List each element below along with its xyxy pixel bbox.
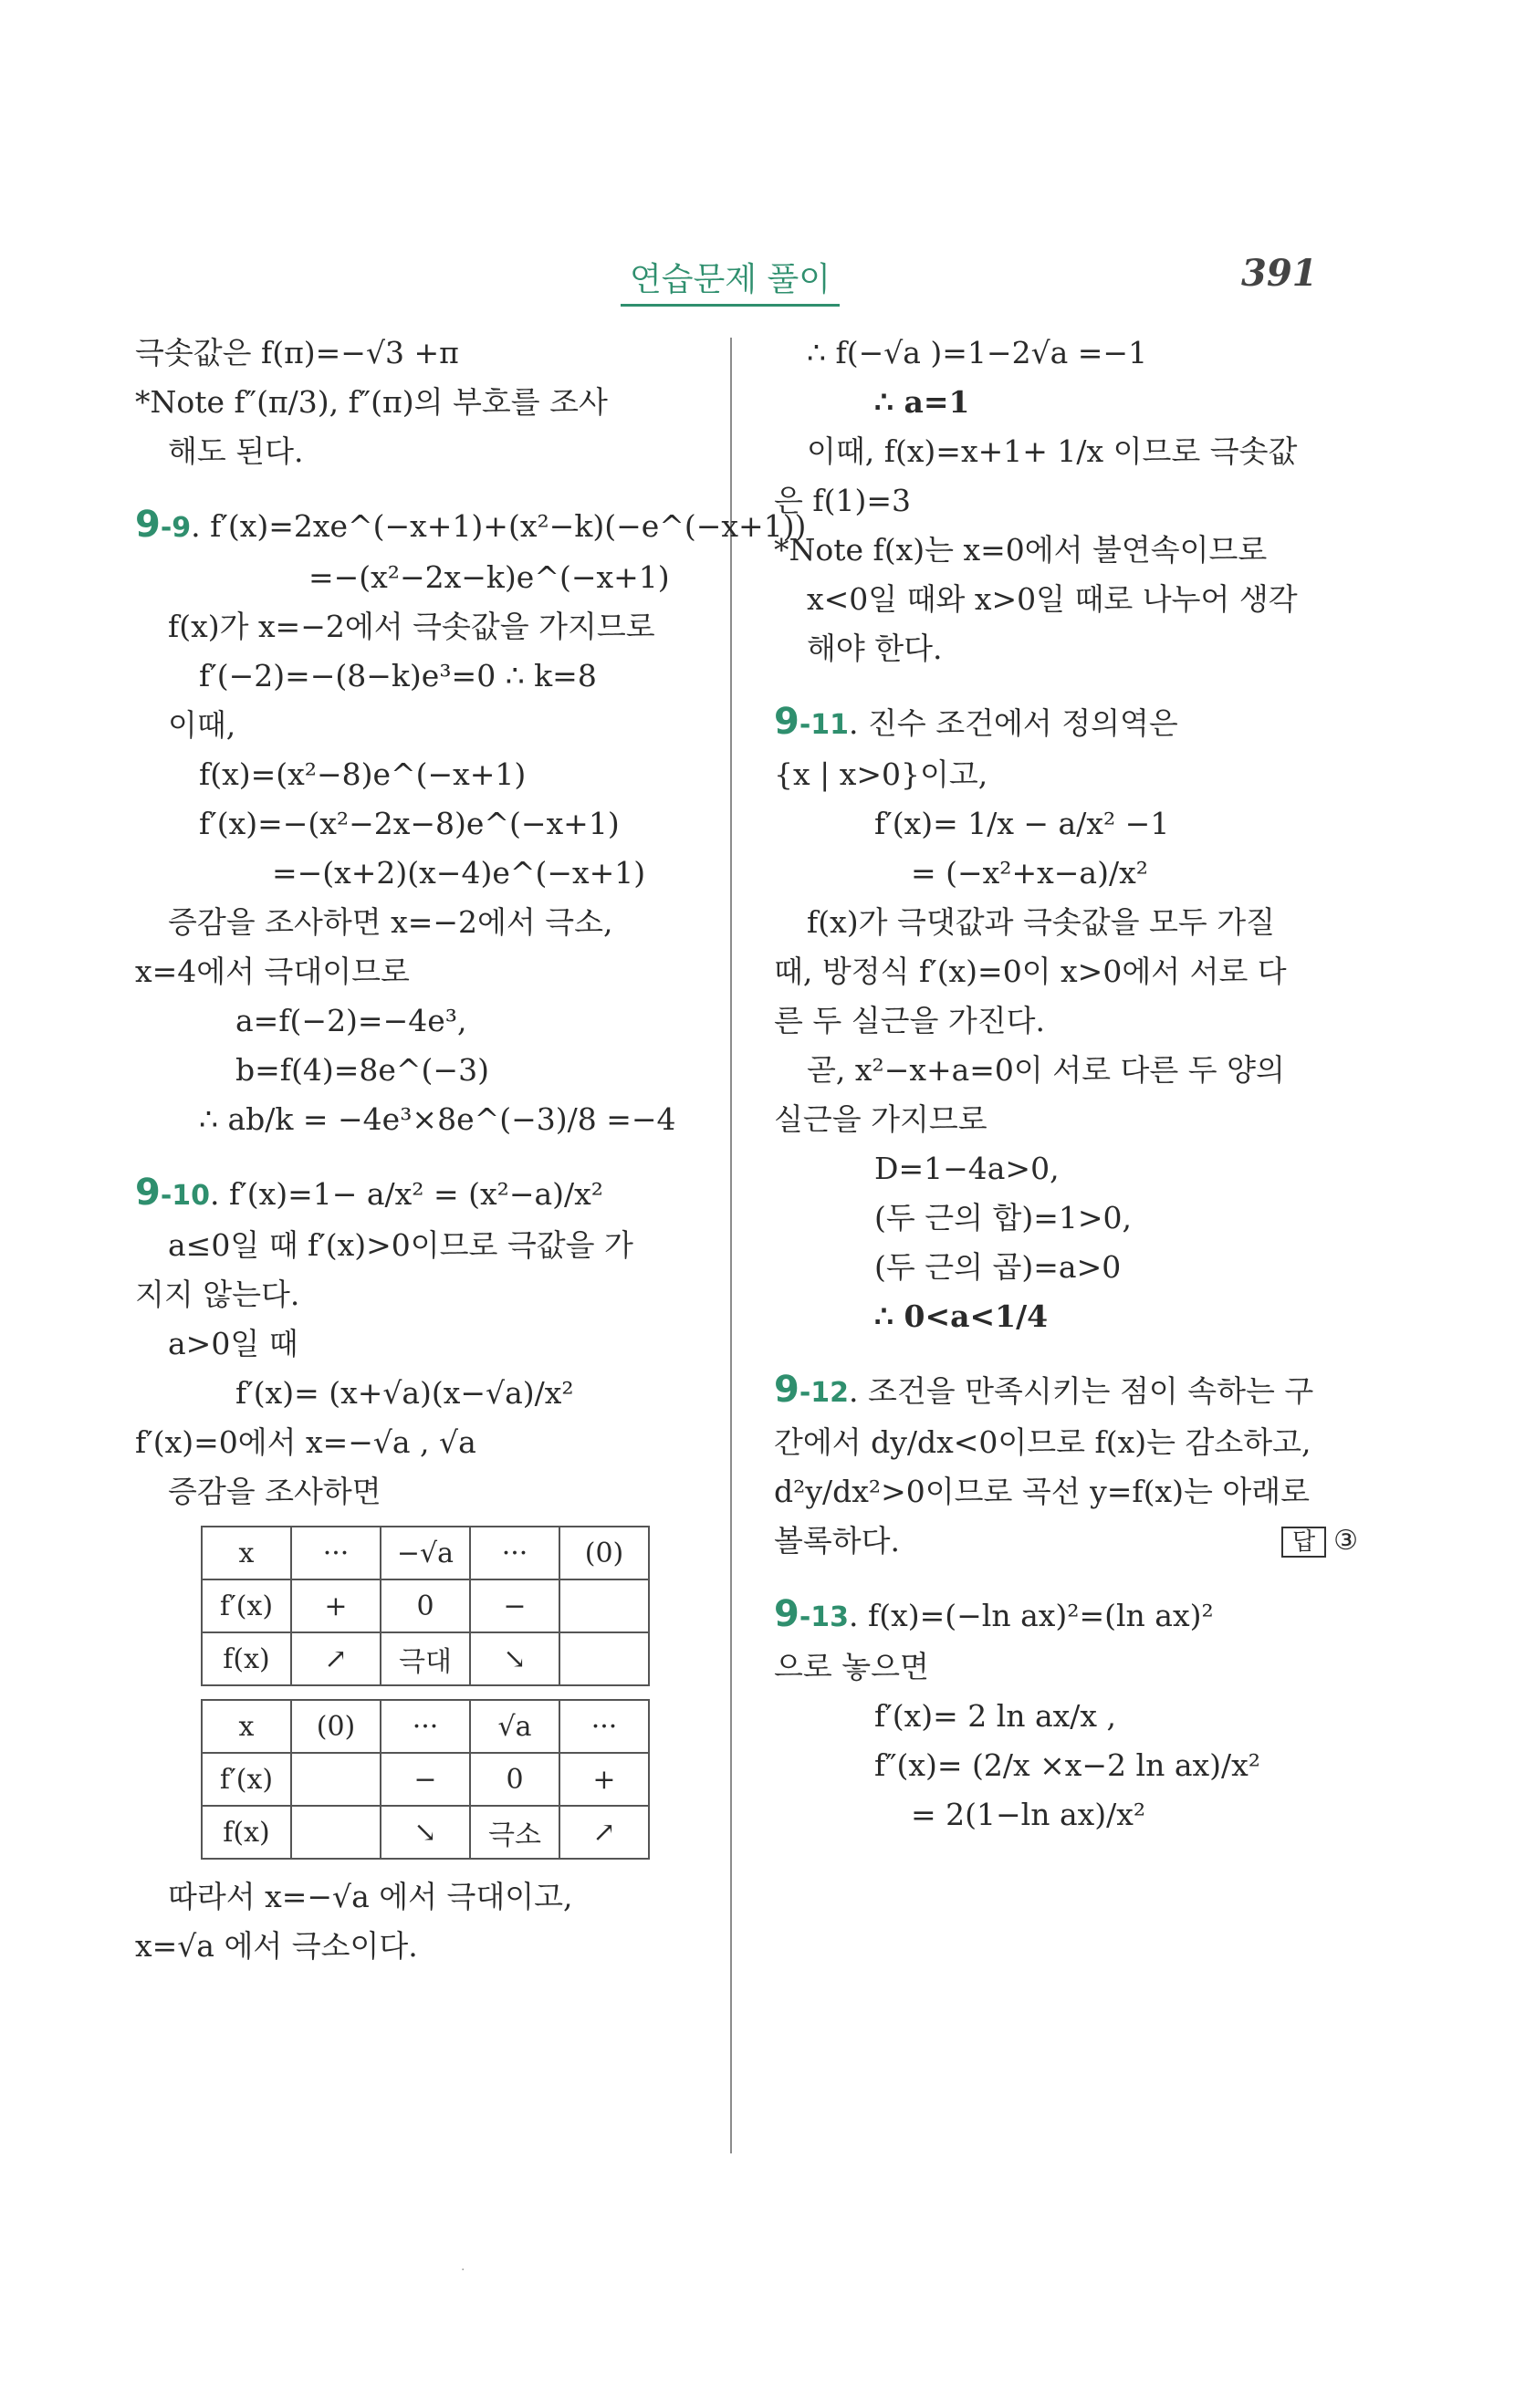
right-line bbox=[774, 1590, 1358, 1642]
line-text: 때, 방정식 f′(x)=0이 x>0에서 서로 다 bbox=[774, 954, 1287, 989]
table-cell: f′(x) bbox=[202, 1753, 291, 1806]
problem-number: 9-11 bbox=[774, 701, 850, 743]
right-line bbox=[774, 1418, 1358, 1467]
table-row bbox=[202, 1632, 649, 1685]
right-line bbox=[774, 476, 1358, 526]
right-line bbox=[774, 1692, 1358, 1741]
line-text: 따라서 x=−√a 에서 극대이고, bbox=[168, 1879, 573, 1914]
table-row bbox=[202, 1527, 649, 1579]
left-line bbox=[135, 898, 710, 947]
right-line bbox=[774, 947, 1358, 996]
left-line bbox=[135, 1095, 710, 1144]
line-text: ∴ f(−√a )=1−2√a =−1 bbox=[807, 335, 1148, 370]
right-line bbox=[774, 1741, 1358, 1790]
answer-value: ③ bbox=[1333, 1525, 1358, 1557]
answer-marker bbox=[1281, 1517, 1358, 1567]
line-text: x<0일 때와 x>0일 때로 나누어 생각 bbox=[807, 581, 1298, 617]
line-text: 볼록하다. bbox=[774, 1523, 901, 1558]
table-cell: 0 bbox=[381, 1579, 470, 1632]
table-row bbox=[202, 1700, 649, 1753]
table-cell: 극소 bbox=[470, 1806, 559, 1859]
right-line bbox=[774, 1365, 1358, 1418]
right-line bbox=[774, 898, 1358, 947]
line-text: . f′(x)=2xe^(−x+1)+(x²−k)(−e^(−x+1)) bbox=[191, 508, 807, 544]
line-text: (두 근의 곱)=a>0 bbox=[874, 1249, 1122, 1285]
line-text: D=1−4a>0, bbox=[874, 1151, 1060, 1186]
left-line bbox=[135, 1369, 710, 1418]
line-text: 간에서 dy/dx<0이므로 f(x)는 감소하고, bbox=[774, 1424, 1311, 1460]
problem-number: 9-10 bbox=[135, 1172, 211, 1214]
table-cell: + bbox=[559, 1753, 649, 1806]
table-cell: ↘ bbox=[470, 1632, 559, 1685]
table-cell: 극대 bbox=[381, 1632, 470, 1685]
line-text: . 조건을 만족시키는 점이 속하는 구 bbox=[849, 1373, 1314, 1409]
line-text: f′(x)= 2 ln ax/x , bbox=[874, 1698, 1116, 1734]
line-text: *Note f″(π/3), f″(π)의 부호를 조사 bbox=[135, 384, 608, 420]
line-text: . f(x)=(−ln ax)²=(ln ax)² bbox=[849, 1598, 1214, 1633]
line-text: b=f(4)=8e^(−3) bbox=[235, 1052, 489, 1088]
right-lines bbox=[774, 328, 1358, 1840]
left-line bbox=[135, 1221, 710, 1270]
line-text: 른 두 실근을 가진다. bbox=[774, 1003, 1045, 1038]
left-line bbox=[135, 701, 710, 750]
table-cell: − bbox=[381, 1753, 470, 1806]
line-text: 으로 놓으면 bbox=[774, 1649, 929, 1684]
line-text: 해야 한다. bbox=[807, 631, 943, 666]
sign-table-2 bbox=[201, 1699, 650, 1860]
left-line bbox=[135, 750, 710, 799]
left-line bbox=[135, 1319, 710, 1369]
line-text: 지지 않는다. bbox=[135, 1277, 300, 1312]
right-line bbox=[774, 799, 1358, 849]
right-line bbox=[774, 697, 1358, 750]
line-text: x=4에서 극대이므로 bbox=[135, 954, 410, 989]
table-cell: 0 bbox=[470, 1753, 559, 1806]
right-line bbox=[774, 378, 1358, 427]
header-title: 연습문제 풀이 bbox=[621, 254, 840, 307]
left-line bbox=[135, 1046, 710, 1095]
table-cell: x bbox=[202, 1527, 291, 1579]
left-line bbox=[135, 553, 710, 602]
line-text: 해도 된다. bbox=[168, 433, 304, 469]
table-cell: f(x) bbox=[202, 1632, 291, 1685]
left-column bbox=[135, 328, 807, 1971]
right-line bbox=[774, 1144, 1358, 1194]
table-cell bbox=[559, 1632, 649, 1685]
line-text: = (−x²+x−a)/x² bbox=[911, 855, 1148, 891]
table-cell: −√a bbox=[381, 1527, 470, 1579]
sign-table-1 bbox=[201, 1526, 650, 1686]
right-line bbox=[774, 1642, 1358, 1692]
line-text: f′(x)=0에서 x=−√a , √a bbox=[135, 1424, 476, 1460]
line-text: f(x)가 극댓값과 극솟값을 모두 가질 bbox=[807, 904, 1275, 940]
line-text: a=f(−2)=−4e³, bbox=[235, 1003, 467, 1038]
table-cell: f′(x) bbox=[202, 1579, 291, 1632]
line-text: f(x)=(x²−8)e^(−x+1) bbox=[199, 756, 527, 792]
right-line bbox=[774, 1243, 1358, 1292]
left-line bbox=[135, 1168, 710, 1221]
line-text: (두 근의 합)=1>0, bbox=[874, 1200, 1133, 1235]
left-line bbox=[135, 652, 710, 701]
table-cell bbox=[559, 1579, 649, 1632]
right-line bbox=[774, 427, 1358, 476]
line-text: 극솟값은 f(π)=−√3 +π bbox=[135, 335, 459, 370]
line-text: 곧, x²−x+a=0이 서로 다른 두 양의 bbox=[807, 1052, 1285, 1088]
right-line bbox=[774, 1790, 1358, 1840]
line-text: 증감을 조사하면 bbox=[168, 1474, 381, 1509]
left-line bbox=[135, 799, 710, 849]
left-line bbox=[135, 1418, 710, 1467]
line-text: *Note f(x)는 x=0에서 불연속이므로 bbox=[774, 532, 1268, 568]
left-line bbox=[135, 947, 710, 996]
table-cell: − bbox=[470, 1579, 559, 1632]
line-text: f″(x)= (2/x ×x−2 ln ax)/x² bbox=[874, 1747, 1260, 1783]
column-divider bbox=[730, 338, 732, 2153]
problem-number: 9-13 bbox=[774, 1593, 850, 1635]
line-text: =−(x²−2x−k)e^(−x+1) bbox=[308, 559, 670, 595]
left-tail-line bbox=[135, 1922, 710, 1971]
table-cell: ··· bbox=[291, 1527, 381, 1579]
line-text: f′(x)=−(x²−2x−8)e^(−x+1) bbox=[199, 806, 620, 841]
right-line bbox=[774, 575, 1358, 624]
line-text: =−(x+2)(x−4)e^(−x+1) bbox=[272, 855, 646, 891]
problem-number: 9-9 bbox=[135, 504, 192, 546]
line-text: . f′(x)=1− a/x² = (x²−a)/x² bbox=[210, 1176, 604, 1212]
left-lines bbox=[135, 328, 807, 1517]
table-cell bbox=[291, 1806, 381, 1859]
right-line bbox=[774, 1194, 1358, 1243]
line-text: f′(x)= (x+√a)(x−√a)/x² bbox=[235, 1375, 574, 1411]
table-cell: √a bbox=[470, 1700, 559, 1753]
right-line bbox=[774, 1517, 1358, 1566]
left-line bbox=[135, 378, 710, 427]
right-column bbox=[774, 328, 1358, 1840]
right-line bbox=[774, 1095, 1358, 1144]
left-line bbox=[135, 602, 710, 652]
line-text: 이때, bbox=[168, 707, 236, 743]
table-cell: ··· bbox=[470, 1527, 559, 1579]
table-cell: x bbox=[202, 1700, 291, 1753]
right-line bbox=[774, 526, 1358, 575]
table-cell: (0) bbox=[559, 1527, 649, 1579]
table-cell: (0) bbox=[291, 1700, 381, 1753]
table-cell bbox=[291, 1753, 381, 1806]
page-mark: · bbox=[461, 2263, 465, 2278]
left-line bbox=[135, 1467, 710, 1517]
line-text: ∴ a=1 bbox=[874, 384, 970, 420]
line-text: f(x)가 x=−2에서 극솟값을 가지므로 bbox=[168, 609, 655, 644]
right-line bbox=[774, 1046, 1358, 1095]
line-text: {x | x>0}이고, bbox=[774, 756, 988, 792]
left-line bbox=[135, 328, 710, 378]
line-text: a>0일 때 bbox=[168, 1326, 298, 1361]
left-line bbox=[135, 1270, 710, 1319]
table-cell: + bbox=[291, 1579, 381, 1632]
table-cell: ↗ bbox=[559, 1806, 649, 1859]
line-text: d²y/dx²>0이므로 곡선 y=f(x)는 아래로 bbox=[774, 1474, 1310, 1509]
left-line bbox=[135, 500, 807, 553]
table-cell: ··· bbox=[381, 1700, 470, 1753]
left-tail bbox=[135, 1872, 710, 1971]
right-line bbox=[774, 1292, 1358, 1341]
line-text: f′(−2)=−(8−k)e³=0 ∴ k=8 bbox=[199, 658, 597, 693]
line-text: . 진수 조건에서 정의역은 bbox=[849, 705, 1178, 741]
right-line bbox=[774, 328, 1358, 378]
answer-label: 답 bbox=[1281, 1527, 1326, 1558]
table-cell: ↗ bbox=[291, 1632, 381, 1685]
problem-number: 9-12 bbox=[774, 1369, 850, 1411]
line-text: a≤0일 때 f′(x)>0이므로 극값을 가 bbox=[168, 1227, 633, 1263]
line-text: 이때, f(x)=x+1+ 1/x 이므로 극솟값 bbox=[807, 433, 1298, 469]
line-text: f′(x)= 1/x − a/x² −1 bbox=[874, 806, 1170, 841]
table-row bbox=[202, 1806, 649, 1859]
right-line bbox=[774, 849, 1358, 898]
line-text: 증감을 조사하면 x=−2에서 극소, bbox=[168, 904, 613, 940]
right-line bbox=[774, 624, 1358, 673]
line-text: = 2(1−ln ax)/x² bbox=[911, 1797, 1146, 1832]
table-row bbox=[202, 1579, 649, 1632]
line-text: ∴ ab/k = −4e³×8e^(−3)/8 =−4 bbox=[199, 1101, 676, 1137]
table-row bbox=[202, 1753, 649, 1806]
left-line bbox=[135, 996, 710, 1046]
right-line bbox=[774, 750, 1358, 799]
page-number: 391 bbox=[1241, 252, 1318, 295]
table-cell: f(x) bbox=[202, 1806, 291, 1859]
left-line bbox=[135, 427, 710, 476]
line-text: 은 f(1)=3 bbox=[774, 483, 911, 518]
left-line bbox=[135, 849, 710, 898]
table-cell: ↘ bbox=[381, 1806, 470, 1859]
left-tail-line bbox=[135, 1872, 710, 1922]
line-text: x=√a 에서 극소이다. bbox=[135, 1928, 418, 1964]
right-line bbox=[774, 1467, 1358, 1517]
line-text: 실근을 가지므로 bbox=[774, 1101, 987, 1137]
table-cell: ··· bbox=[559, 1700, 649, 1753]
line-text: ∴ 0<a<1/4 bbox=[874, 1298, 1049, 1334]
right-line bbox=[774, 996, 1358, 1046]
